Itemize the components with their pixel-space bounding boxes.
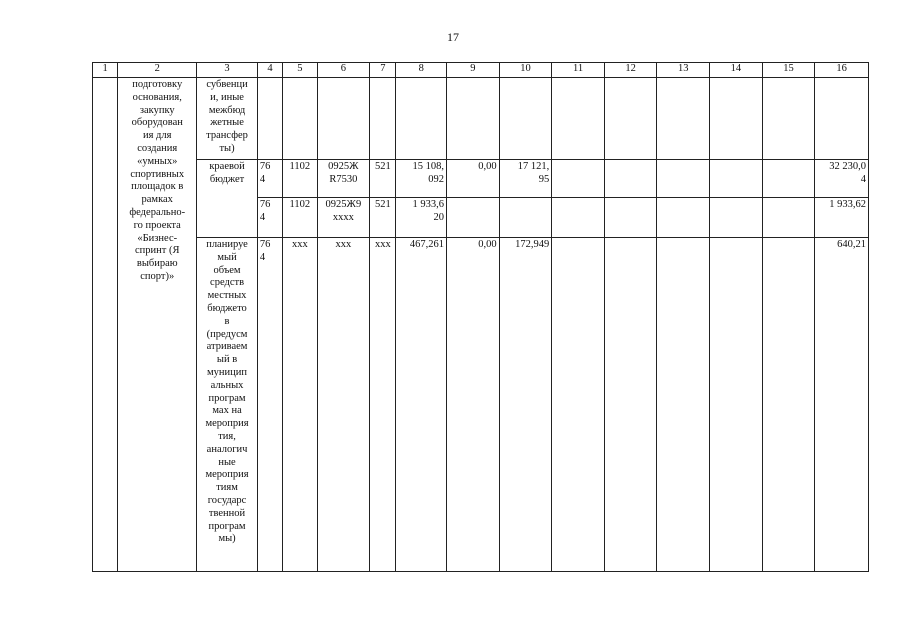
table-cell: 1102 <box>283 160 317 198</box>
table-cell <box>657 238 710 572</box>
header-cell: 9 <box>447 63 500 78</box>
table-cell <box>657 198 710 238</box>
table-cell <box>283 78 317 160</box>
table-cell <box>604 198 657 238</box>
activity-description: подготовку основания, закупку оборудован ия для создания «умных» спортивных площадок в рамках федерально- го проекта «Бизнес- спринт (Я выбираю спорт)» <box>118 78 197 572</box>
table-cell <box>447 198 500 238</box>
table-cell: 76 4 <box>257 198 282 238</box>
table-cell <box>710 78 763 160</box>
table-cell <box>657 160 710 198</box>
header-cell: 11 <box>552 63 605 78</box>
table-row <box>93 238 869 572</box>
header-cell: 3 <box>197 63 258 78</box>
table-row <box>93 160 869 198</box>
table-cell: 1 933,62 <box>815 198 869 238</box>
header-cell: 12 <box>604 63 657 78</box>
table-cell <box>710 238 763 572</box>
table-cell: 17 121, 95 <box>499 160 552 198</box>
table-row <box>93 78 869 160</box>
table-cell <box>552 198 605 238</box>
table-cell <box>815 78 869 160</box>
column-1-cell <box>93 78 118 572</box>
funding-source-local: планируе мый объем средств местных бюджето в (предусм атриваем ый в муницип альных програм мах на мероприя тия, аналогич ные мероприя тиям государс твенной програм мы) <box>197 238 258 572</box>
header-cell: 8 <box>396 63 447 78</box>
funding-source-regional: краевой бюджет <box>197 160 258 238</box>
table-cell <box>657 78 710 160</box>
page-number: 17 <box>447 30 459 44</box>
table-cell: xxx <box>370 238 396 572</box>
table-cell <box>396 78 447 160</box>
table-cell: 521 <box>370 160 396 198</box>
header-cell: 4 <box>257 63 282 78</box>
table-cell: 0925Ж R7530 <box>317 160 370 198</box>
header-cell: 7 <box>370 63 396 78</box>
table-cell: 76 4 <box>257 238 282 572</box>
table-cell <box>499 198 552 238</box>
header-cell: 13 <box>657 63 710 78</box>
header-row <box>93 63 869 78</box>
header-cell: 14 <box>710 63 763 78</box>
header-cell: 5 <box>283 63 317 78</box>
table-cell: 1102 <box>283 198 317 238</box>
table-cell: 1 933,6 20 <box>396 198 447 238</box>
transfer-label: субвенци и, иные межбюд жетные трансфер ты) <box>197 78 258 160</box>
table-cell: 0,00 <box>447 160 500 198</box>
table-cell: xxx <box>317 238 370 572</box>
header-cell: 1 <box>93 63 118 78</box>
table-cell: xxx <box>283 238 317 572</box>
table-cell: 172,949 <box>499 238 552 572</box>
table-cell: 467,261 <box>396 238 447 572</box>
table-cell <box>710 198 763 238</box>
table-cell <box>762 78 815 160</box>
table-cell <box>552 160 605 198</box>
header-cell: 2 <box>118 63 197 78</box>
table-cell <box>604 238 657 572</box>
header-cell: 6 <box>317 63 370 78</box>
budget-table <box>92 62 869 572</box>
table-cell: 76 4 <box>257 160 282 198</box>
table-cell <box>370 78 396 160</box>
table-cell: 521 <box>370 198 396 238</box>
table-cell <box>552 78 605 160</box>
table-cell: 32 230,0 4 <box>815 160 869 198</box>
table-cell <box>499 78 552 160</box>
header-cell: 15 <box>762 63 815 78</box>
table-cell: 0925Ж9 xxxx <box>317 198 370 238</box>
table-cell: 640,21 <box>815 238 869 572</box>
header-cell: 10 <box>499 63 552 78</box>
table-cell <box>447 78 500 160</box>
table-cell <box>604 160 657 198</box>
header-cell: 16 <box>815 63 869 78</box>
table-cell <box>762 160 815 198</box>
table-cell: 15 108, 092 <box>396 160 447 198</box>
table-cell <box>604 78 657 160</box>
table-cell <box>552 238 605 572</box>
table-cell: 0,00 <box>447 238 500 572</box>
table-cell <box>710 160 763 198</box>
table-cell <box>762 238 815 572</box>
table-cell <box>257 78 282 160</box>
table-cell <box>762 198 815 238</box>
table-cell <box>317 78 370 160</box>
